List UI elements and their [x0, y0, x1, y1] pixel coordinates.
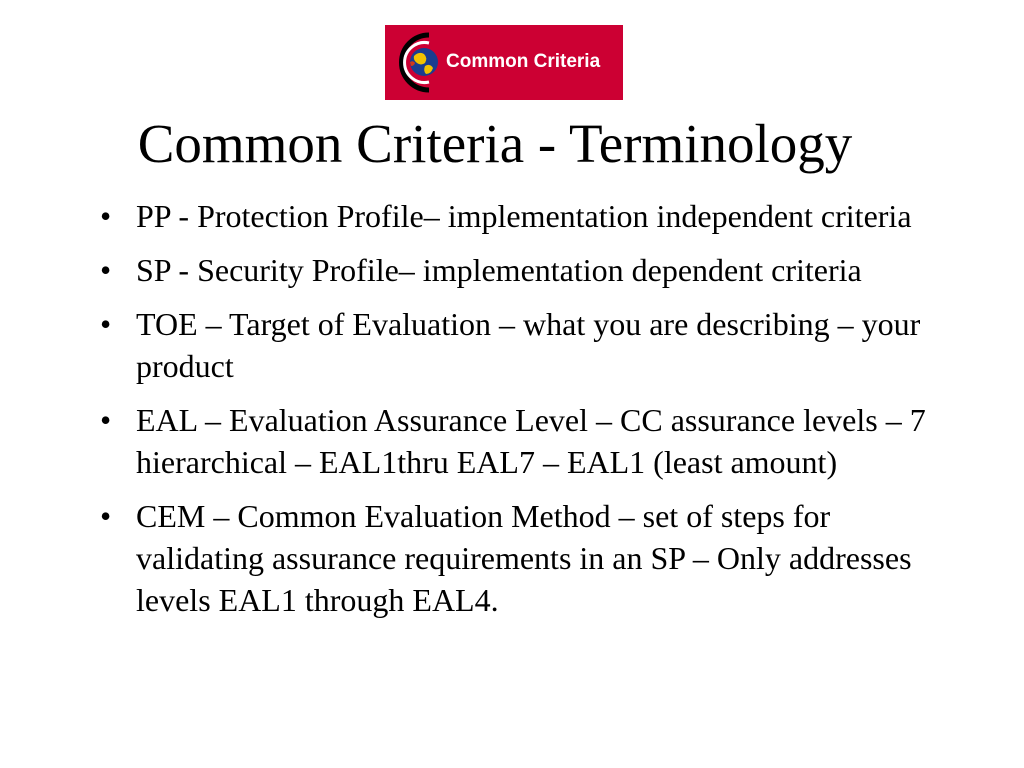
bullet-icon: • — [100, 402, 112, 438]
bullet-text: CEM – Common Evaluation Method – set of steps for validating assurance requirements in an SP – Only addresses levels EAL1 through EAL4. — [136, 498, 912, 618]
list-item — [100, 495, 950, 621]
logo-text: Common Criteria — [446, 51, 601, 72]
slide-title: Common Criteria - Terminology — [137, 113, 853, 174]
bullet-icon: • — [100, 252, 112, 288]
globe-logo-icon — [387, 25, 447, 100]
bullet-text: PP - Protection Profile– implementation independent criteria — [136, 198, 912, 234]
list-item — [100, 249, 950, 291]
list-item — [100, 399, 950, 483]
bullet-text: SP - Security Profile– implementation dependent criteria — [136, 252, 862, 288]
bullet-icon: • — [100, 498, 112, 534]
bullet-icon: • — [100, 306, 112, 342]
common-criteria-logo — [385, 25, 623, 100]
list-item — [100, 303, 950, 387]
bullet-icon: • — [100, 198, 112, 234]
bullet-text: EAL – Evaluation Assurance Level – CC assurance levels – 7 hierarchical – EAL1thru EAL7 – EAL1 (least amount) — [136, 402, 926, 480]
bullet-text: TOE – Target of Evaluation – what you are describing – your product — [136, 306, 921, 384]
bullet-list — [100, 195, 950, 633]
list-item — [100, 195, 950, 237]
